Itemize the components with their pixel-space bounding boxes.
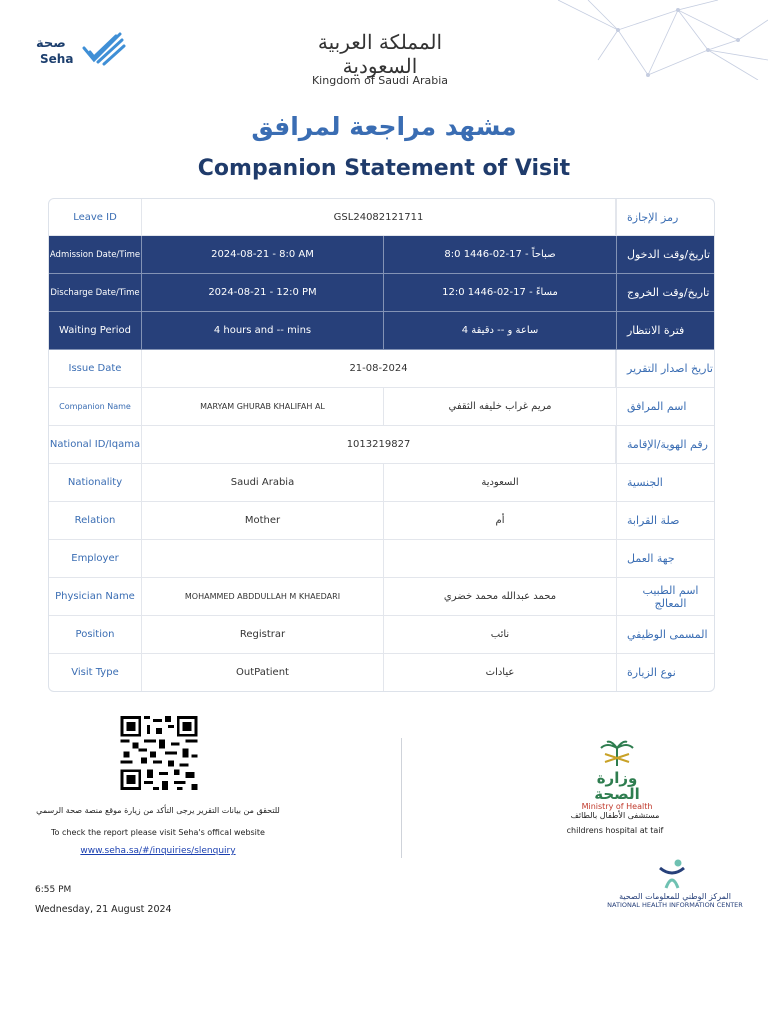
qr-code[interactable]: [120, 716, 198, 790]
label-nationality: Nationality: [49, 464, 142, 501]
label-physician: Physician Name: [49, 578, 142, 615]
moh-title-en: Ministry of Health: [581, 802, 653, 811]
label-ar-national-id: رقم الهوية/الإقامة: [616, 426, 714, 463]
row-waiting: [49, 312, 714, 350]
label-relation: Relation: [49, 502, 142, 539]
row-companion: [49, 388, 714, 426]
value-discharge-en: 2024-08-21 - 12:0 PM: [142, 274, 384, 311]
value-visit-type-en: OutPatient: [142, 654, 384, 691]
value-physician-en: MOHAMMED ABDDULLAH M KHAEDARI: [142, 578, 384, 615]
value-nationality-en: Saudi Arabia: [142, 464, 384, 501]
print-time: 6:55 PM: [35, 885, 72, 895]
label-waiting: Waiting Period: [49, 312, 142, 349]
verify-link[interactable]: www.seha.sa/#/inquiries/slenquiry: [80, 846, 236, 856]
value-nationality-ar: السعودية: [481, 477, 519, 488]
nhic-title-ar: المركز الوطني للمعلومات الصحية: [619, 892, 731, 901]
label-ar-issue-date: تاريخ اصدار التقرير: [616, 350, 714, 387]
label-ar-leave-id: رمز الإجازة: [616, 199, 714, 235]
label-discharge: Discharge Date/Time: [49, 274, 142, 311]
value-discharge-ar: 12:0 مساءً - 17-02-1446: [442, 287, 558, 298]
row-relation: [49, 502, 714, 540]
row-physician: [49, 578, 714, 616]
statement-table: [48, 198, 715, 692]
nhic-title-en: NATIONAL HEALTH INFORMATION CENTER: [607, 901, 743, 909]
value-employer-en: [142, 540, 384, 577]
value-relation-ar: أم: [495, 515, 505, 526]
label-visit-type: Visit Type: [49, 654, 142, 691]
row-discharge: [49, 274, 714, 312]
value-admission-ar: 8:0 صباحاً - 17-02-1446: [444, 249, 556, 260]
value-visit-type-ar: عيادات: [485, 667, 515, 678]
label-issue-date: Issue Date: [49, 350, 142, 387]
label-position: Position: [49, 616, 142, 653]
label-leave-id: Leave ID: [49, 199, 142, 235]
row-issue-date: [49, 350, 714, 388]
label-companion: Companion Name: [49, 388, 142, 425]
value-waiting-ar: 4 ساعة و -- دقيقة: [461, 325, 539, 336]
hospital-name-en: childrens hospital at taif: [566, 826, 664, 835]
value-admission-en: 2024-08-21 - 8:0 AM: [142, 236, 384, 273]
hospital-name-ar: مستشفى الأطفال بالطائف: [570, 811, 660, 820]
value-position-ar: نائب: [490, 629, 510, 640]
seha-logo-en: Seha: [40, 52, 74, 66]
title-arabic: مشهد مراجعة لمرافق: [251, 112, 517, 141]
title-english: Companion Statement of Visit: [197, 156, 571, 181]
row-employer: [49, 540, 714, 578]
ksa-title-en: Kingdom of Saudi Arabia: [311, 74, 449, 87]
value-relation-en: Mother: [142, 502, 384, 539]
row-nationality: [49, 464, 714, 502]
row-national-id: [49, 426, 714, 464]
verify-text-en: To check the report please visit Seha's offical website: [51, 828, 265, 837]
label-national-id: National ID/Iqama: [49, 426, 142, 463]
row-position: [49, 616, 714, 654]
seha-check-icon: [78, 30, 128, 70]
moh-palm-icon: [597, 740, 637, 766]
value-issue-date: 21-08-2024: [142, 350, 616, 387]
row-admission: [49, 236, 714, 274]
label-ar-discharge: تاريخ/وقت الخروج: [616, 274, 714, 311]
footer-divider: [401, 738, 402, 858]
label-employer: Employer: [49, 540, 142, 577]
row-visit-type: [49, 654, 714, 691]
value-waiting-en: 4 hours and -- mins: [142, 312, 384, 349]
label-ar-nationality: الجنسية: [616, 464, 714, 501]
label-ar-position: المسمى الوظيفي: [616, 616, 714, 653]
label-ar-waiting: فترة الانتظار: [616, 312, 714, 349]
label-ar-admission: تاريخ/وقت الدخول: [616, 236, 714, 273]
value-companion-ar: مريم غراب خليفه الثقفي: [448, 401, 552, 412]
value-companion-en: MARYAM GHURAB KHALIFAH AL: [142, 388, 384, 425]
label-ar-physician: اسم الطبيب المعالج: [616, 578, 714, 615]
mesh-decoration: [558, 0, 768, 80]
moh-logo: [572, 740, 662, 811]
label-ar-visit-type: نوع الزيارة: [616, 654, 714, 691]
value-employer-ar: [384, 540, 616, 577]
ksa-title-ar: المملكة العربية السعودية: [317, 30, 443, 78]
label-ar-relation: صلة القرابة: [616, 502, 714, 539]
row-leave-id: [49, 199, 714, 236]
nhic-figure-icon: [652, 858, 692, 892]
value-physician-ar: محمد عبدالله محمد خضري: [443, 591, 557, 602]
value-leave-id: GSL24082121711: [142, 199, 616, 235]
label-admission: Admission Date/Time: [49, 236, 142, 273]
print-date: Wednesday, 21 August 2024: [35, 904, 172, 915]
seha-logo: [34, 30, 130, 70]
verify-text-ar: للتحقق من بيانات التقرير يرجى التأكد من زيارة موقع منصة صحة الرسمي: [36, 806, 280, 815]
label-ar-employer: جهة العمل: [616, 540, 714, 577]
moh-title-ar: وزارة الصحة: [594, 769, 640, 803]
nhic-logo: [600, 858, 750, 918]
label-ar-companion: اسم المرافق: [616, 388, 714, 425]
value-position-en: Registrar: [142, 616, 384, 653]
ksa-emblem: [300, 30, 460, 87]
value-national-id: 1013219827: [142, 426, 616, 463]
seha-logo-ar: صحة: [36, 36, 66, 51]
